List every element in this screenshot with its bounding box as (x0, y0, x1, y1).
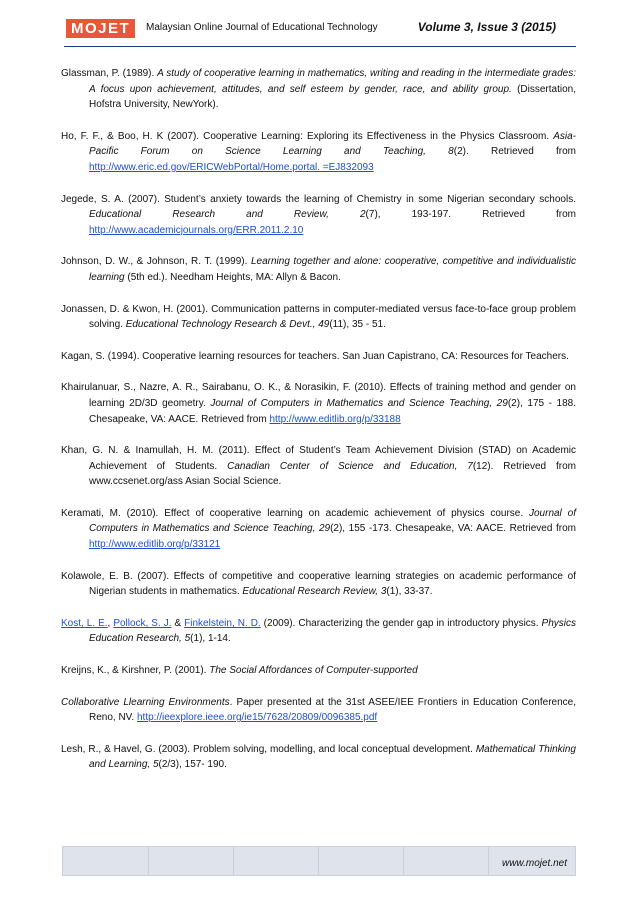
reference-details: (2), 155 -173. Chesapeake, VA: AACE. Retrieved from (330, 523, 576, 535)
reference-entry (61, 349, 576, 365)
reference-text: Khairulanuar, S., Nazre, A. R., Sairabanu, O. K., & Norasikin, F. (2010). Effects of training method and gender on learning 2D/3D geometry. (61, 382, 576, 409)
reference-entry (61, 66, 576, 113)
reference-details: (2). Retrieved from (453, 146, 576, 158)
reference-entry (61, 616, 576, 647)
reference-text: Johnson, D. W., & Johnson, R. T. (1999). (61, 256, 251, 268)
volume-issue: Volume 3, Issue 3 (2015) (417, 20, 556, 34)
reference-source-title: Learning together and alone: cooperative, competitive and individualistic learning (89, 256, 576, 283)
reference-details: (2), 175 - 188. Chesapeake, VA: AACE. Retrieved from (89, 397, 576, 425)
reference-details: (12). Retrieved from www.ccsenet.org/ass Asian Social Science. (89, 460, 577, 488)
reference-entry (61, 742, 576, 773)
author-link[interactable]: Kost, L. E. (61, 617, 108, 629)
reference-source-title: Physics Education Research, 5 (89, 617, 576, 645)
reference-source-title: Educational Research and Review, 2 (89, 209, 366, 221)
footer-divider (148, 847, 149, 875)
reference-details: (2/3), 157- 190. (158, 759, 227, 771)
reference-source-title: Collaborative Llearning Environments (61, 696, 230, 708)
reference-entry (61, 302, 576, 333)
reference-entry (61, 695, 576, 726)
reference-url-link[interactable]: http://www.academicjournals.org/ERR.2011.2.10 (89, 224, 304, 236)
reference-details: (11), 35 - 51. (329, 319, 386, 331)
reference-source-title: The Social Affordances of Computer-supported (209, 665, 418, 677)
page-footer (62, 846, 576, 876)
reference-source-title: A study of cooperative learning in mathematics, writing and reading in the intermediate grades: A focus upon achievement, attitudes, and self esteem by gender, race, and ability group. (89, 68, 576, 95)
reference-text: Khan, G. N. & Inamullah, H. M. (2011). Effect of Student’s Team Achievement Division (STAD) on Academic Achievement of Students. (61, 445, 576, 472)
author-separator: & (171, 617, 185, 629)
journal-title: Malaysian Online Journal of Educational Technology (146, 22, 378, 33)
footer-divider (233, 847, 234, 875)
reference-url-link[interactable]: http://www.eric.ed.gov/ERICWebPortal/Home.portal. =EJ832093 (89, 161, 374, 173)
reference-text: Jonassen, D. & Kwon, H. (2001). Communication patterns in computer-mediated versus face-to-face group problem solving. (61, 303, 576, 331)
reference-text: Glassman, P. (1989). (61, 68, 158, 79)
footer-divider (488, 847, 489, 875)
reference-text: (2009). Characterizing the gender gap in introductory physics. (260, 617, 542, 629)
reference-text: Keramati, M. (2010). Effect of cooperative learning on academic achievement of physics course. (61, 507, 529, 519)
reference-text: Kreijns, K., & Kirshner, P. (2001). (61, 665, 210, 677)
reference-text: Kagan, S. (1994). Cooperative learning resources for teachers. San Juan Capistrano, CA: Resources for Teachers. (61, 350, 569, 362)
reference-entry (61, 254, 576, 285)
reference-url-link[interactable]: http://www.editlib.org/p/33188 (269, 413, 401, 425)
footer-divider (318, 847, 319, 875)
reference-entry (61, 192, 576, 239)
reference-entry (61, 380, 576, 427)
footer-website: www.mojet.net (501, 858, 567, 869)
page-header (64, 16, 576, 47)
reference-details: (1), 33-37. (386, 586, 433, 598)
reference-source-title: Educational Technology Research & Devt., 49 (125, 319, 330, 331)
reference-text: Kolawole, E. B. (2007). Effects of competitive and cooperative learning strategies on academic performance of Nigerian students in mathematics. (61, 570, 576, 598)
reference-entry (61, 129, 576, 176)
reference-list (61, 66, 576, 789)
reference-details: (Dissertation, Hofstra University, NewYork). (89, 83, 576, 111)
reference-entry (61, 569, 576, 600)
reference-source-title: Asia-Pacific Forum on Science Learning and Teaching, 8 (89, 130, 576, 158)
reference-source-title: Journal of Computers in Mathematics and Science Teaching, 29 (89, 507, 576, 535)
reference-url-link[interactable]: http://ieexplore.ieee.org/ie15/7628/20809/0096385.pdf (137, 712, 378, 724)
reference-entry (61, 663, 576, 679)
reference-source-title: Canadian Center of Science and Education, 7 (227, 460, 473, 472)
reference-text: Ho, F. F., & Boo, H. K (2007). Cooperative Learning: Exploring its Effectiveness in the Physics Classroom. (61, 130, 554, 142)
reference-source-title: Journal of Computers in Mathematics and Science Teaching, 29 (210, 397, 508, 409)
reference-url-link[interactable]: http://www.editlib.org/p/33121 (89, 539, 221, 551)
footer-divider (403, 847, 404, 875)
reference-details: (5th ed.). Needham Heights, MA: Allyn & Bacon. (124, 271, 341, 283)
author-link[interactable]: Finkelstein, N. D. (184, 617, 261, 629)
author-link[interactable]: Pollock, S. J. (113, 617, 172, 629)
reference-details: . Paper presented at the 31st ASEE/IEE Frontiers in Education Conference, Reno, NV. (89, 696, 576, 724)
journal-logo: MOJET (66, 19, 135, 38)
author-separator: , (107, 617, 114, 629)
reference-details: (7), 193-197. Retrieved from (365, 209, 576, 221)
reference-source-title: Mathematical Thinking and Learning, 5 (89, 743, 576, 771)
reference-entry (61, 506, 576, 553)
reference-details: (1), 1-14. (190, 633, 231, 645)
reference-entry (61, 443, 576, 490)
reference-text: Jegede, S. A. (2007). Student’s anxiety towards the learning of Chemistry in some Nigerian secondary schools. (61, 193, 576, 205)
reference-text: Lesh, R., & Havel, G. (2003). Problem solving, modelling, and local conceptual development. (61, 743, 476, 755)
reference-source-title: Educational Research Review, 3 (242, 586, 387, 598)
